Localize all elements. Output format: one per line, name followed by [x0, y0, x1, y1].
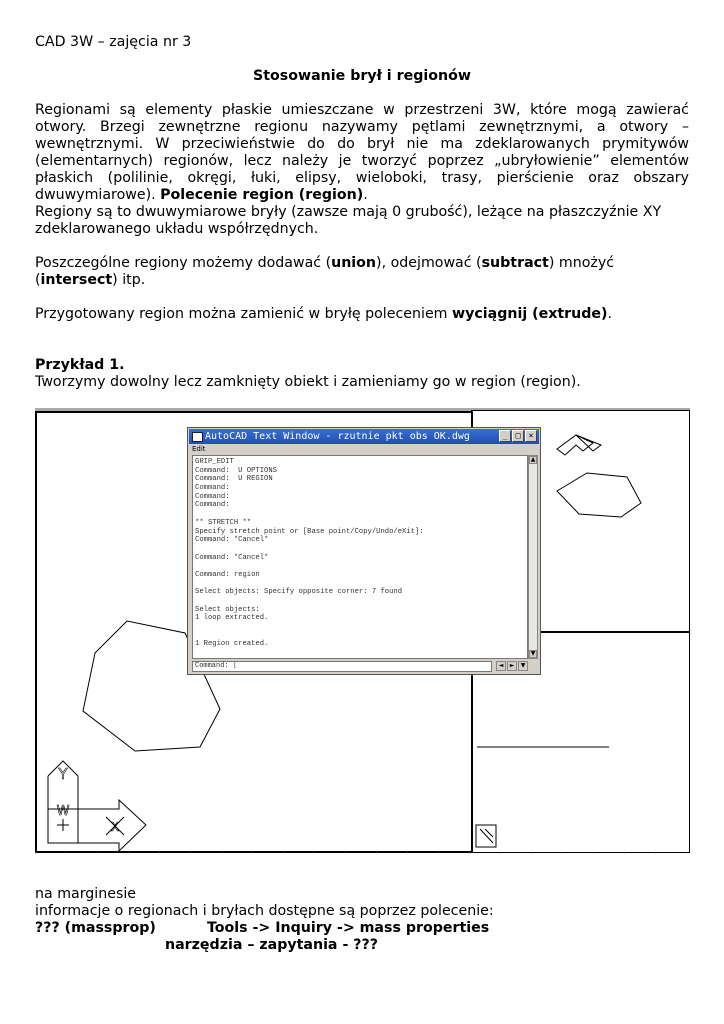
paragraph-end: . — [363, 187, 368, 203]
command-history-line: Command: — [195, 492, 230, 501]
menu-path-polish: narzędzia – zapytania - ??? — [165, 937, 378, 953]
extrude-end: . — [607, 306, 613, 322]
paragraph-boolean — [35, 255, 689, 289]
example-text: Tworzymy dowolny lecz zamknięty obiekt i zamieniamy go w region (region). — [35, 374, 581, 390]
command-history-line — [195, 580, 527, 589]
scroll-down-arrow-icon[interactable]: ▼ — [530, 650, 536, 657]
autocad-text-window[interactable] — [187, 427, 541, 675]
ucs-icon-small — [557, 435, 601, 455]
command-history-line: Specify stretch point or [Base point/Copy/Undo/eXit]: — [195, 527, 424, 536]
extrude-text: Przygotowany region można zamienić w bryłę poleceniem — [35, 306, 452, 322]
scroll-down-icon[interactable]: ▼ — [518, 661, 528, 671]
extrude-command: wyciągnij (extrude) — [452, 306, 608, 322]
menu-edit[interactable]: Edit — [192, 445, 206, 453]
margin-note-heading: na marginesie — [35, 886, 137, 902]
command-prompt: Command: — [195, 662, 229, 670]
command-history-line — [195, 510, 527, 519]
command-history-line — [195, 545, 527, 554]
command-history-line: Select objects: Specify opposite corner: 7 found — [195, 588, 403, 597]
paragraph-regions-2d: Regiony są to dwuwymiarowe bryły (zawsze mają 0 grubość), leżące na płaszczyźnie XY zdeklarowanego układu współrzędnych. — [35, 204, 662, 237]
command-history-line: ** STRETCH ** — [195, 518, 252, 527]
command-history-lines — [193, 456, 527, 658]
command-history-line: Command: *Cancel* — [195, 536, 269, 545]
course-header: CAD 3W – zajęcia nr 3 — [35, 34, 192, 50]
paragraph-text: Regionami są elementy płaskie umieszczane w przestrzeni 3W, które mogą zawierać otwory. Brzegi zewnętrzne regionu nazywamy pętlami zewnętrznymi, a otwory – wewnętrznymi. W przeciwieństwie do do brył nie ma zdeklarowanych prymitywów (elementarnych) regionów, lecz należy je tworzyć poprzez „ubryłowienie” elementów płaskich (polilinie, okręgi, łuki, elipsy, wieloboki, trasy, pierścienie oraz obszary dwuwymiarowe). — [35, 102, 689, 203]
bool-text-4: ) itp. — [112, 272, 146, 288]
maximize-button[interactable]: □ — [512, 430, 524, 442]
command-history[interactable] — [192, 455, 528, 659]
example-heading: Przykład 1. — [35, 357, 125, 373]
vertical-scrollbar[interactable] — [528, 455, 538, 659]
command-history-line — [195, 597, 527, 606]
margin-note-text: informacje o regionach i bryłach dostępne są poprzez polecenie: — [35, 903, 494, 919]
command-history-line: Command: *Cancel* — [195, 553, 269, 562]
paper-space-icon — [476, 825, 496, 847]
command-history-line: 1 Region created. — [195, 640, 269, 649]
intersect-command: intersect — [40, 272, 113, 288]
minimize-button[interactable]: _ — [499, 430, 511, 442]
closed-polyline-shape-2 — [557, 473, 641, 517]
scroll-up-arrow-icon[interactable]: ▲ — [530, 456, 536, 463]
text-window-titlebar[interactable] — [189, 429, 539, 444]
scroll-left-icon[interactable]: ◄ — [496, 661, 506, 671]
ucs-axis-label: W — [56, 804, 70, 819]
command-history-line: Select objects: — [195, 605, 260, 614]
ucs-axis-label: X — [110, 820, 120, 834]
subtract-command: subtract — [481, 255, 549, 271]
region-command: Polecenie region (region) — [160, 187, 364, 203]
paragraph-regions-intro — [35, 102, 689, 204]
command-history-line — [195, 649, 527, 658]
menu-path-english: Tools -> Inquiry -> mass properties — [207, 920, 490, 936]
command-history-line: Command: U OPTIONS — [195, 466, 277, 475]
command-history-line: GRIP_EDIT — [195, 458, 234, 466]
command-history-line — [195, 632, 527, 641]
command-history-line: Command: region — [195, 570, 260, 579]
bool-text-3: ) mnożyć ( — [35, 255, 615, 288]
command-history-line — [195, 562, 527, 571]
window-icon[interactable] — [192, 432, 203, 442]
command-history-line: 1 loop extracted. — [195, 614, 269, 623]
union-command: union — [331, 255, 377, 271]
bool-text-2: ), odejmować ( — [376, 255, 482, 271]
scroll-right-icon[interactable]: ► — [507, 661, 517, 671]
ucs-axis-label: Y — [58, 765, 68, 783]
document-title: Stosowanie brył i regionów — [253, 68, 471, 84]
command-history-line — [195, 623, 527, 632]
command-line-input[interactable]: Command: | — [192, 661, 492, 672]
command-history-line: Command: — [195, 501, 230, 510]
command-history-line: Command: U REGION — [195, 475, 273, 484]
massprop-command: ??? (massprop) — [35, 920, 156, 936]
autocad-screenshot — [35, 408, 690, 855]
paragraph-extrude — [35, 306, 689, 323]
text-window-title: AutoCAD Text Window - rzutnie pkt obs OK.dwg — [205, 431, 470, 442]
close-button[interactable]: × — [525, 430, 537, 442]
bool-text-1: Poszczególne regiony możemy dodawać ( — [35, 255, 332, 271]
command-history-line: Command: — [195, 484, 230, 493]
